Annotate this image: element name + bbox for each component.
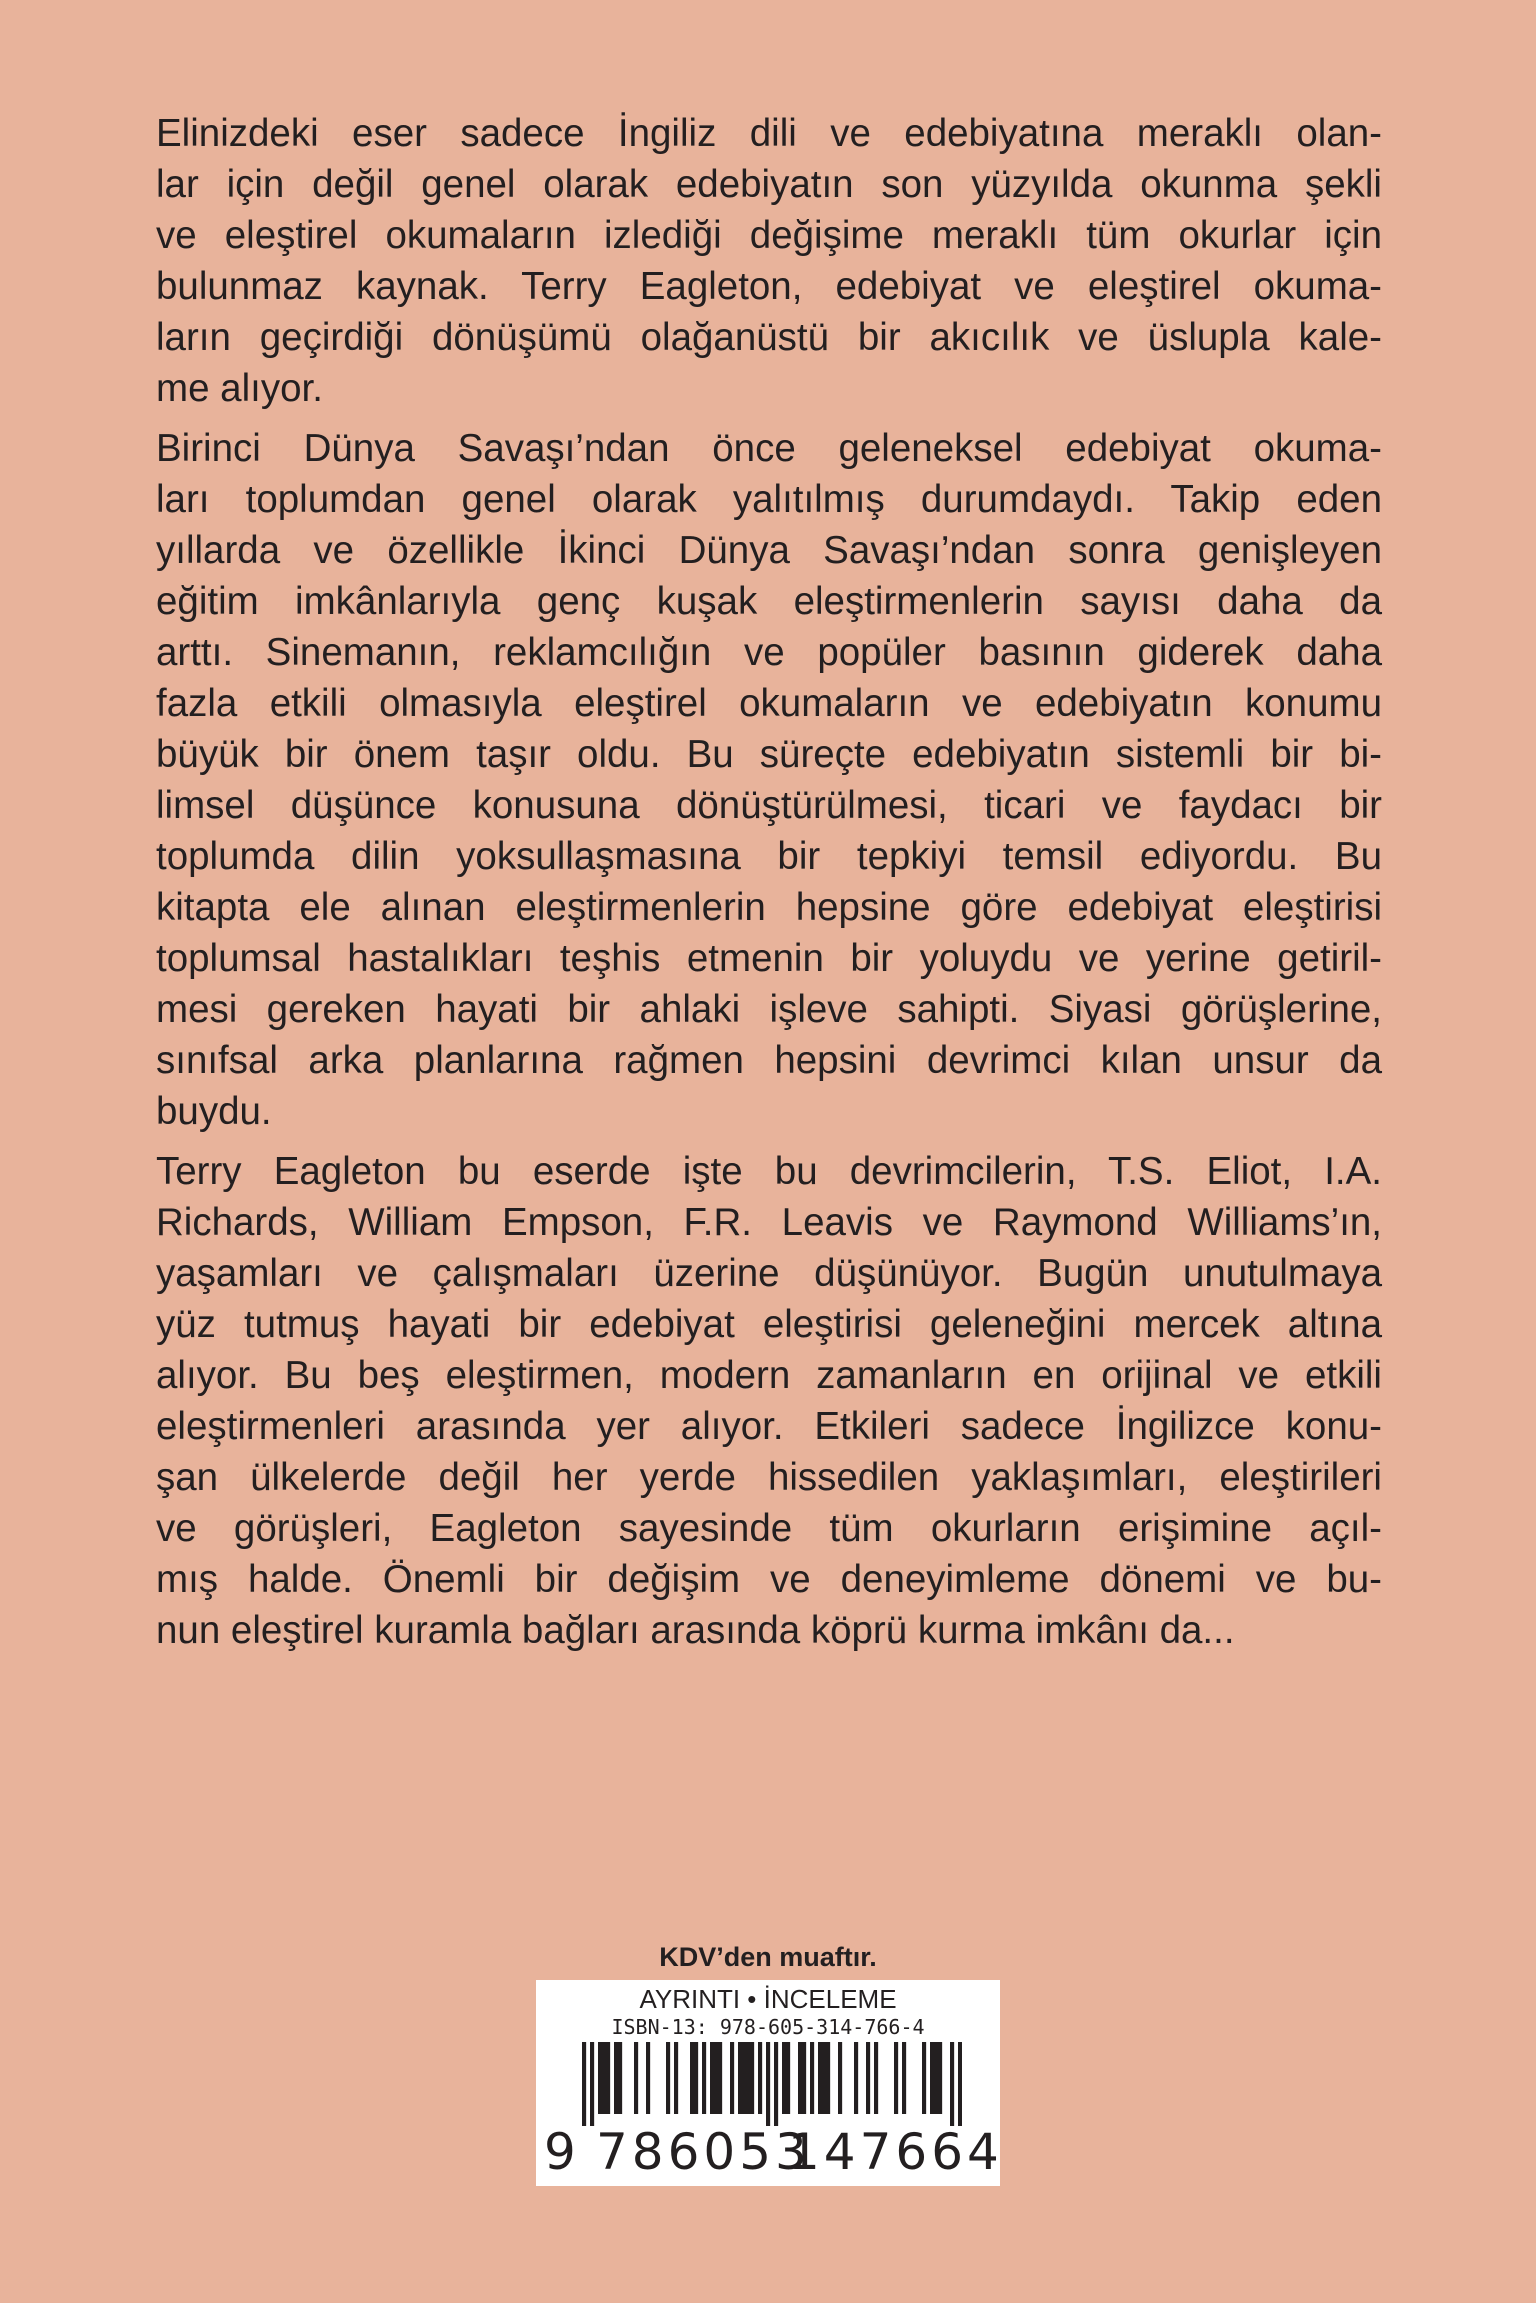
tax-exempt-note: KDV’den muaftır.: [659, 1942, 877, 1972]
barcode-bar: [714, 2042, 718, 2114]
barcode-digits-left: 786053: [596, 2123, 811, 2181]
text-line: kitapta ele alınan eleştirmenlerin hepsine göre edebiyat eleştirisi: [156, 886, 1382, 929]
isbn-number: ISBN-13: 978-605-314-766-4: [611, 2015, 925, 2039]
barcode-bar: [694, 2042, 698, 2114]
barcode-bar: [730, 2042, 734, 2114]
text-line: Terry Eagleton bu eserde işte bu devrimcilerin, T.S. Eliot, I.A.: [156, 1150, 1382, 1193]
barcode-bar: [902, 2042, 906, 2114]
barcode-bar: [690, 2042, 694, 2114]
paragraph-2: [156, 423, 1382, 1137]
barcode-digit-first: 9: [544, 2123, 576, 2181]
text-line: büyük bir önem taşır oldu. Bu süreçte edebiyatın sistemli bir bi-: [156, 733, 1382, 776]
text-line: ve görüşleri, Eagleton sayesinde tüm okurların erişimine açıl-: [156, 1507, 1382, 1550]
barcode-bar: [934, 2042, 938, 2114]
text-line: toplumsal hastalıkları teşhis etmenin bir yoluydu ve yerine getiril-: [156, 937, 1382, 980]
text-line: mış halde. Önemli bir değişim ve deneyimleme dönemi ve bu-: [156, 1558, 1382, 1601]
text-line: şan ülkelerde değil her yerde hissedilen yaklaşımları, eleştirileri: [156, 1456, 1382, 1499]
barcode-bar: [838, 2042, 842, 2114]
barcode-guard-bar: [590, 2042, 594, 2126]
barcode-bar: [602, 2042, 606, 2114]
barcode-bar: [930, 2042, 934, 2114]
text-line: fazla etkili olmasıyla eleştirel okumaların ve edebiyatın konumu: [156, 682, 1382, 725]
text-line: mesi gereken hayati bir ahlaki işleve sahipti. Siyasi görüşlerine,: [156, 988, 1382, 1031]
barcode-bar: [606, 2042, 610, 2114]
text-line: sınıfsal arka planlarına rağmen hepsini devrimci kılan unsur da: [156, 1039, 1382, 1082]
barcode-guard-bar: [958, 2042, 962, 2126]
barcode-bar: [854, 2042, 858, 2114]
text-line: ların geçirdiği dönüşümü olağanüstü bir akıcılık ve üslupla kale-: [156, 316, 1382, 359]
barcode-bar: [738, 2042, 742, 2114]
barcode-bar: [746, 2042, 750, 2114]
text-line: toplumda dilin yoksullaşmasına bir tepkiyi temsil ediyordu. Bu: [156, 835, 1382, 878]
barcode-bar: [782, 2042, 786, 2114]
barcode-bar: [758, 2042, 762, 2114]
text-line: lar için değil genel olarak edebiyatın son yüzyılda okunma şekli: [156, 163, 1382, 206]
barcode-guard-bar: [950, 2042, 954, 2126]
text-line: eğitim imkânlarıyla genç kuşak eleştirmenlerin sayısı daha da: [156, 580, 1382, 623]
paragraph-3: [156, 1146, 1382, 1656]
barcode-bar: [666, 2042, 670, 2114]
text-line: ları toplumdan genel olarak yalıtılmış durumdaydı. Takip eden: [156, 478, 1382, 521]
barcode-bar: [674, 2042, 678, 2114]
text-line: yaşamları ve çalışmaları üzerine düşünüyor. Bugün unutulmaya: [156, 1252, 1382, 1295]
barcode-bar: [702, 2042, 706, 2114]
text-line: ve eleştirel okumaların izlediği değişime meraklı tüm okurlar için: [156, 214, 1382, 257]
text-line: arttı. Sinemanın, reklamcılığın ve popüler basının giderek daha: [156, 631, 1382, 674]
text-line: eleştirmenleri arasında yer alıyor. Etkileri sadece İngilizce konu-: [156, 1405, 1382, 1448]
publisher-series-label: AYRINTI • İNCELEME: [639, 1984, 897, 2014]
isbn-barcode-label: [536, 1980, 1003, 2186]
text-line: Birinci Dünya Savaşı’ndan önce geleneksel edebiyat okuma-: [156, 427, 1382, 470]
barcode-bar: [718, 2042, 722, 2114]
barcode-digits-right: 147664: [788, 2123, 1003, 2181]
paragraph-1: [156, 108, 1382, 414]
barcode-bar: [894, 2042, 898, 2114]
barcode-bar: [802, 2042, 806, 2114]
barcode-guard-bar: [774, 2042, 778, 2126]
barcode-guard-bar: [582, 2042, 586, 2126]
back-cover-text: [156, 108, 1382, 1665]
text-line: alıyor. Bu beş eleştirmen, modern zamanların en orijinal ve etkili: [156, 1354, 1382, 1397]
barcode-bar: [938, 2042, 942, 2114]
text-line: buydu.: [156, 1090, 272, 1133]
barcode-bar: [750, 2042, 754, 2114]
text-line: nun eleştirel kuramla bağları arasında köprü kurma imkânı da...: [156, 1609, 1235, 1652]
barcode-bar: [710, 2042, 714, 2114]
barcode-bars: [582, 2042, 962, 2126]
barcode-digits: [536, 2122, 1003, 2182]
text-line: yüz tutmuş hayati bir edebiyat eleştirisi geleneğini mercek altına: [156, 1303, 1382, 1346]
barcode-bar: [634, 2042, 638, 2114]
text-line: Richards, William Empson, F.R. Leavis ve Raymond Williams’ın,: [156, 1201, 1382, 1244]
barcode-bar: [786, 2042, 790, 2114]
barcode-bar: [866, 2042, 870, 2114]
barcode-bar: [798, 2042, 802, 2114]
barcode-bar: [614, 2042, 618, 2114]
barcode-bar: [818, 2042, 822, 2114]
barcode-guard-bar: [766, 2042, 770, 2126]
text-line: bulunmaz kaynak. Terry Eagleton, edebiyat ve eleştirel okuma-: [156, 265, 1382, 308]
barcode-bar: [810, 2042, 814, 2114]
barcode-bar: [598, 2042, 602, 2114]
barcode-bar: [826, 2042, 830, 2114]
text-line: yıllarda ve özellikle İkinci Dünya Savaşı’ndan sonra genişleyen: [156, 529, 1382, 572]
barcode-bar: [922, 2042, 926, 2114]
barcode-bar: [822, 2042, 826, 2114]
barcode-bar: [646, 2042, 650, 2114]
text-line: Elinizdeki eser sadece İngiliz dili ve edebiyatına meraklı olan-: [156, 112, 1382, 155]
barcode-bar: [874, 2042, 878, 2114]
text-line: me alıyor.: [156, 367, 323, 410]
barcode-bar: [618, 2042, 622, 2114]
barcode-bar: [742, 2042, 746, 2114]
text-line: limsel düşünce konusuna dönüştürülmesi, ticari ve faydacı bir: [156, 784, 1382, 827]
